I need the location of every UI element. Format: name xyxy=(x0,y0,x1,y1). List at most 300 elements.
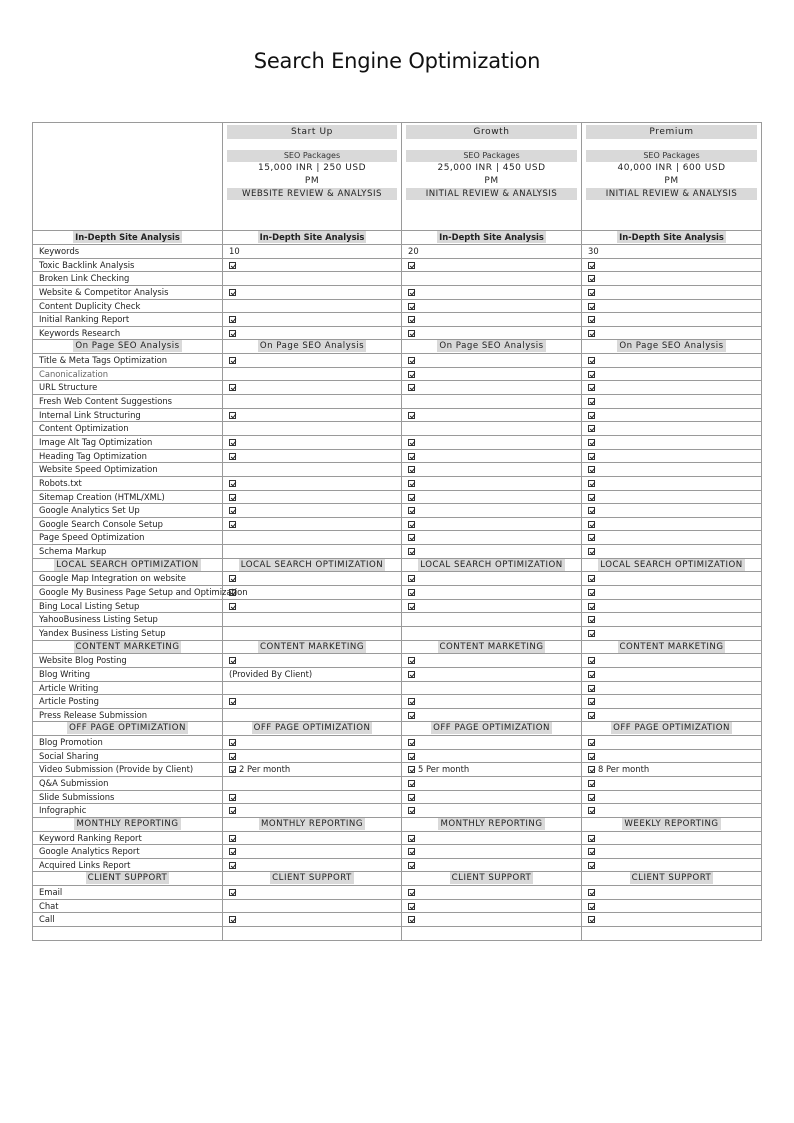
section-label: LOCAL SEARCH OPTIMIZATION xyxy=(600,559,743,570)
section-header-cell xyxy=(402,817,582,831)
feature-name: Content Duplicity Check xyxy=(33,299,223,313)
checkbox-checked-icon xyxy=(229,330,236,337)
section-label: On Page SEO Analysis xyxy=(259,341,365,352)
plan-value-cell xyxy=(402,299,582,313)
plan-value-cell xyxy=(402,654,582,668)
section-header-cell xyxy=(582,340,762,354)
plan-value-cell xyxy=(223,285,402,299)
plan-startup xyxy=(223,123,402,231)
table-row xyxy=(33,504,762,518)
plan-value-cell xyxy=(582,463,762,477)
section-label: CONTENT MARKETING xyxy=(260,641,364,652)
feature-name: Heading Tag Optimization xyxy=(33,449,223,463)
checkbox-checked-icon xyxy=(229,862,236,869)
checkbox-checked-icon xyxy=(229,507,236,514)
plan-value-cell xyxy=(402,749,582,763)
checkbox-checked-icon xyxy=(229,384,236,391)
table-row xyxy=(33,776,762,790)
feature-name: Slide Submissions xyxy=(33,790,223,804)
table-row xyxy=(33,654,762,668)
table-row xyxy=(33,804,762,818)
plan-value-cell xyxy=(223,858,402,872)
checkbox-checked-icon xyxy=(408,453,415,460)
section-label: On Page SEO Analysis xyxy=(439,341,544,352)
table-row xyxy=(33,408,762,422)
plan-value-cell xyxy=(582,736,762,750)
checkbox-checked-icon xyxy=(229,412,236,419)
checkbox-checked-icon xyxy=(408,371,415,378)
feature-name: Keywords xyxy=(33,245,223,259)
checkbox-checked-icon xyxy=(229,316,236,323)
plan-value-cell xyxy=(582,613,762,627)
feature-name: Google Analytics Report xyxy=(33,845,223,859)
feature-name: Press Release Submission xyxy=(33,708,223,722)
plan-price: 25,000 INR | 450 USD xyxy=(437,163,546,173)
section-label: OFF PAGE OPTIMIZATION xyxy=(613,723,730,734)
checkbox-checked-icon xyxy=(588,685,595,692)
feature-name: Blog Promotion xyxy=(33,736,223,750)
table-row xyxy=(33,272,762,286)
plan-value-cell xyxy=(223,654,402,668)
table-row xyxy=(33,463,762,477)
plan-header-row xyxy=(33,123,762,231)
checkbox-checked-icon xyxy=(229,739,236,746)
plan-value-cell xyxy=(402,899,582,913)
plan-value-cell xyxy=(223,245,402,259)
plan-value-cell xyxy=(223,845,402,859)
plan-value-cell xyxy=(402,586,582,600)
checkbox-checked-icon xyxy=(588,330,595,337)
plan-value-cell xyxy=(223,763,402,777)
plan-value-cell xyxy=(582,776,762,790)
plan-value-cell xyxy=(223,681,402,695)
table-row xyxy=(33,395,762,409)
plan-value-cell xyxy=(582,899,762,913)
feature-name: Google Analytics Set Up xyxy=(33,504,223,518)
plan-value-cell xyxy=(223,381,402,395)
table-row xyxy=(33,490,762,504)
plan-value-cell xyxy=(223,831,402,845)
table-row xyxy=(33,695,762,709)
checkbox-checked-icon xyxy=(588,916,595,923)
plan-value-cell xyxy=(402,449,582,463)
checkbox-checked-icon xyxy=(408,548,415,555)
plan-value-cell xyxy=(582,381,762,395)
checkbox-checked-icon xyxy=(408,589,415,596)
table-row xyxy=(33,258,762,272)
value-note: 2 Per month xyxy=(239,764,291,775)
section-label: CONTENT MARKETING xyxy=(619,641,724,652)
table-row xyxy=(33,736,762,750)
checkbox-checked-icon xyxy=(408,262,415,269)
section-label: MONTHLY REPORTING xyxy=(260,818,363,829)
plan-value-cell xyxy=(402,313,582,327)
feature-name: Chat xyxy=(33,899,223,913)
plan-value-cell xyxy=(582,504,762,518)
plan-value-cell xyxy=(582,354,762,368)
feature-name: Google Map Integration on website xyxy=(33,572,223,586)
checkbox-checked-icon xyxy=(588,303,595,310)
checkbox-checked-icon xyxy=(408,289,415,296)
plan-value-cell xyxy=(582,749,762,763)
checkbox-checked-icon xyxy=(229,521,236,528)
plan-review: WEBSITE REVIEW & ANALYSIS xyxy=(227,188,397,200)
feature-name: Robots.txt xyxy=(33,476,223,490)
plan-value-cell xyxy=(582,545,762,559)
feature-name: Canonicalization xyxy=(33,367,223,381)
checkbox-checked-icon xyxy=(408,521,415,528)
table-row xyxy=(33,476,762,490)
plan-value-cell xyxy=(223,586,402,600)
checkbox-checked-icon xyxy=(408,480,415,487)
value-text: (Provided By Client) xyxy=(229,668,313,679)
plan-value-cell xyxy=(402,790,582,804)
table-row xyxy=(33,790,762,804)
plan-value-cell xyxy=(402,599,582,613)
value-text: 30 xyxy=(588,246,599,256)
table-row xyxy=(33,599,762,613)
feature-name: Website & Competitor Analysis xyxy=(33,285,223,299)
feature-name: Content Optimization xyxy=(33,422,223,436)
plan-value-cell xyxy=(582,654,762,668)
checkbox-checked-icon xyxy=(408,657,415,664)
checkbox-checked-icon xyxy=(229,357,236,364)
plan-value-cell xyxy=(582,435,762,449)
plan-value-cell xyxy=(223,572,402,586)
checkbox-checked-icon xyxy=(229,575,236,582)
plan-value-cell xyxy=(582,490,762,504)
plan-value-cell xyxy=(223,599,402,613)
plan-value-cell xyxy=(402,708,582,722)
checkbox-checked-icon xyxy=(229,494,236,501)
plan-name: Premium xyxy=(586,125,757,139)
plan-value-cell xyxy=(223,613,402,627)
section-label: LOCAL SEARCH OPTIMIZATION xyxy=(56,559,199,570)
feature-name: Social Sharing xyxy=(33,749,223,763)
checkbox-checked-icon xyxy=(229,439,236,446)
plan-value-cell xyxy=(582,258,762,272)
plan-value-cell xyxy=(402,476,582,490)
plan-value-cell xyxy=(402,408,582,422)
plan-value-cell xyxy=(582,326,762,340)
value-text: 10 xyxy=(229,246,240,256)
checkbox-checked-icon xyxy=(229,794,236,801)
feature-name: Keywords Research xyxy=(33,326,223,340)
checkbox-checked-icon xyxy=(588,848,595,855)
plan-value-cell xyxy=(223,422,402,436)
plan-value-cell xyxy=(582,858,762,872)
checkbox-checked-icon xyxy=(588,480,595,487)
section-header-row xyxy=(33,640,762,654)
plan-name: Start Up xyxy=(227,125,397,139)
section-header-cell xyxy=(402,722,582,736)
feature-name: Title & Meta Tags Optimization xyxy=(33,354,223,368)
plan-value-cell xyxy=(223,313,402,327)
plan-value-cell xyxy=(402,435,582,449)
plan-value-cell xyxy=(582,367,762,381)
section-label: On Page SEO Analysis xyxy=(619,341,724,352)
section-header-cell xyxy=(582,722,762,736)
checkbox-checked-icon xyxy=(408,794,415,801)
feature-name: Page Speed Optimization xyxy=(33,531,223,545)
checkbox-checked-icon xyxy=(408,712,415,719)
section-header-cell xyxy=(402,231,582,245)
feature-name: Article Writing xyxy=(33,681,223,695)
plan-value-cell xyxy=(582,927,762,941)
checkbox-checked-icon xyxy=(588,575,595,582)
feature-name: Q&A Submission xyxy=(33,776,223,790)
checkbox-checked-icon xyxy=(588,739,595,746)
checkbox-checked-icon xyxy=(408,835,415,842)
checkbox-checked-icon xyxy=(588,794,595,801)
section-label: In-Depth Site Analysis xyxy=(439,232,544,242)
feature-name: Toxic Backlink Analysis xyxy=(33,258,223,272)
plan-value-cell xyxy=(223,367,402,381)
checkbox-checked-icon xyxy=(408,848,415,855)
table-row xyxy=(33,899,762,913)
feature-name: Keyword Ranking Report xyxy=(33,831,223,845)
plan-value-cell xyxy=(223,517,402,531)
plan-value-cell xyxy=(402,763,582,777)
checkbox-checked-icon xyxy=(588,494,595,501)
plan-value-cell xyxy=(402,913,582,927)
feature-name: Blog Writing xyxy=(33,667,223,681)
checkbox-checked-icon xyxy=(408,889,415,896)
checkbox-checked-icon xyxy=(588,425,595,432)
plan-value-cell xyxy=(582,245,762,259)
checkbox-checked-icon xyxy=(588,712,595,719)
plan-price: 15,000 INR | 250 USD xyxy=(257,163,366,173)
checkbox-checked-icon xyxy=(229,753,236,760)
plan-value-cell xyxy=(582,422,762,436)
plan-value-cell xyxy=(223,626,402,640)
feature-name: Google Search Console Setup xyxy=(33,517,223,531)
checkbox-checked-icon xyxy=(588,835,595,842)
table-row xyxy=(33,285,762,299)
plan-value-cell xyxy=(402,927,582,941)
plan-value-cell xyxy=(223,504,402,518)
table-row xyxy=(33,313,762,327)
plan-value-cell xyxy=(402,736,582,750)
table-row xyxy=(33,381,762,395)
section-label: OFF PAGE OPTIMIZATION xyxy=(253,723,371,734)
feature-name: Acquired Links Report xyxy=(33,858,223,872)
plan-value-cell xyxy=(223,395,402,409)
section-label: LOCAL SEARCH OPTIMIZATION xyxy=(420,559,563,570)
plan-growth xyxy=(402,123,582,231)
plan-value-cell xyxy=(582,913,762,927)
plan-value-cell xyxy=(402,886,582,900)
section-header-cell xyxy=(582,817,762,831)
feature-name: Infographic xyxy=(33,804,223,818)
plan-price-period: PM xyxy=(484,176,499,186)
table-row xyxy=(33,354,762,368)
plan-value-cell xyxy=(402,572,582,586)
plan-value-cell xyxy=(223,736,402,750)
plan-value-cell xyxy=(223,258,402,272)
table-row xyxy=(33,749,762,763)
feature-name: Schema Markup xyxy=(33,545,223,559)
plan-value-cell xyxy=(402,531,582,545)
checkbox-checked-icon xyxy=(588,357,595,364)
plan-value-cell xyxy=(223,354,402,368)
section-label: CONTENT MARKETING xyxy=(75,641,180,652)
section-header-cell xyxy=(223,872,402,886)
checkbox-checked-icon xyxy=(588,371,595,378)
plan-value-cell xyxy=(402,381,582,395)
plan-value-cell xyxy=(223,927,402,941)
plan-value-cell xyxy=(582,572,762,586)
section-header-row xyxy=(33,558,762,572)
plan-value-cell xyxy=(223,899,402,913)
plan-value-cell xyxy=(223,886,402,900)
section-label: In-Depth Site Analysis xyxy=(259,232,365,242)
plan-value-cell xyxy=(223,913,402,927)
plan-value-cell xyxy=(582,831,762,845)
plan-value-cell xyxy=(223,708,402,722)
plan-value-cell xyxy=(582,695,762,709)
feature-name: Internal Link Structuring xyxy=(33,408,223,422)
plan-value-cell xyxy=(402,613,582,627)
checkbox-checked-icon xyxy=(229,835,236,842)
section-label: On Page SEO Analysis xyxy=(75,341,180,352)
section-header-row xyxy=(33,340,762,354)
table-row xyxy=(33,886,762,900)
table-row xyxy=(33,299,762,313)
checkbox-checked-icon xyxy=(588,616,595,623)
feature-name: Initial Ranking Report xyxy=(33,313,223,327)
plan-value-cell xyxy=(223,667,402,681)
pricing-table xyxy=(32,122,762,941)
checkbox-checked-icon xyxy=(588,903,595,910)
checkbox-checked-icon xyxy=(408,916,415,923)
checkbox-checked-icon xyxy=(408,412,415,419)
section-header-cell xyxy=(582,231,762,245)
plan-subtitle: SEO Packages xyxy=(227,150,397,162)
checkbox-checked-icon xyxy=(588,807,595,814)
checkbox-checked-icon xyxy=(408,766,415,773)
checkbox-checked-icon xyxy=(588,384,595,391)
plan-value-cell xyxy=(402,326,582,340)
plan-value-cell xyxy=(402,367,582,381)
table-row xyxy=(33,449,762,463)
checkbox-checked-icon xyxy=(408,507,415,514)
plan-value-cell xyxy=(402,285,582,299)
checkbox-checked-icon xyxy=(229,848,236,855)
checkbox-checked-icon xyxy=(588,534,595,541)
checkbox-checked-icon xyxy=(408,316,415,323)
checkbox-checked-icon xyxy=(408,603,415,610)
plan-value-cell xyxy=(582,886,762,900)
plan-value-cell xyxy=(402,804,582,818)
plan-value-cell xyxy=(582,626,762,640)
plan-value-cell xyxy=(402,504,582,518)
checkbox-checked-icon xyxy=(588,521,595,528)
plan-value-cell xyxy=(582,763,762,777)
section-header-cell xyxy=(582,872,762,886)
plan-value-cell xyxy=(402,831,582,845)
plan-value-cell xyxy=(402,245,582,259)
section-header-row xyxy=(33,872,762,886)
plan-value-cell xyxy=(223,545,402,559)
feature-name: Website Speed Optimization xyxy=(33,463,223,477)
checkbox-checked-icon xyxy=(588,316,595,323)
section-header-cell xyxy=(223,817,402,831)
plan-value-cell xyxy=(223,476,402,490)
checkbox-checked-icon xyxy=(588,766,595,773)
checkbox-checked-icon xyxy=(588,862,595,869)
feature-name: Sitemap Creation (HTML/XML) xyxy=(33,490,223,504)
plan-value-cell xyxy=(402,858,582,872)
checkbox-checked-icon xyxy=(229,589,236,596)
checkbox-checked-icon xyxy=(588,289,595,296)
feature-name: Call xyxy=(33,913,223,927)
plan-value-cell xyxy=(223,435,402,449)
checkbox-checked-icon xyxy=(229,698,236,705)
section-header-cell xyxy=(33,340,223,354)
plan-name: Growth xyxy=(406,125,577,139)
section-header-cell xyxy=(223,340,402,354)
table-row xyxy=(33,845,762,859)
section-header-cell xyxy=(402,640,582,654)
plan-value-cell xyxy=(582,599,762,613)
plan-value-cell xyxy=(582,395,762,409)
section-label: OFF PAGE OPTIMIZATION xyxy=(433,723,550,734)
section-label: LOCAL SEARCH OPTIMIZATION xyxy=(240,559,384,570)
checkbox-checked-icon xyxy=(588,466,595,473)
section-label: MONTHLY REPORTING xyxy=(440,818,543,829)
feature-name: URL Structure xyxy=(33,381,223,395)
page-title: Search Engine Optimization xyxy=(253,49,541,73)
feature-name xyxy=(33,927,223,941)
plan-subtitle: SEO Packages xyxy=(586,150,757,162)
checkbox-checked-icon xyxy=(229,262,236,269)
section-header-cell xyxy=(402,558,582,572)
section-header-row xyxy=(33,817,762,831)
plan-price: 40,000 INR | 600 USD xyxy=(617,163,726,173)
checkbox-checked-icon xyxy=(588,603,595,610)
table-row xyxy=(33,858,762,872)
plan-value-cell xyxy=(402,395,582,409)
table-row xyxy=(33,572,762,586)
plan-value-cell xyxy=(582,476,762,490)
feature-name: Article Posting xyxy=(33,695,223,709)
checkbox-checked-icon xyxy=(408,466,415,473)
feature-name: YahooBusiness Listing Setup xyxy=(33,613,223,627)
section-label: In-Depth Site Analysis xyxy=(75,232,180,242)
plan-value-cell xyxy=(582,272,762,286)
table-row xyxy=(33,545,762,559)
plan-value-cell xyxy=(582,285,762,299)
plan-price-period: PM xyxy=(664,176,679,186)
plan-value-cell xyxy=(223,490,402,504)
table-row xyxy=(33,927,762,941)
checkbox-checked-icon xyxy=(408,575,415,582)
table-row xyxy=(33,613,762,627)
plan-subtitle: SEO Packages xyxy=(406,150,577,162)
table-row xyxy=(33,326,762,340)
plan-value-cell xyxy=(582,708,762,722)
checkbox-checked-icon xyxy=(408,384,415,391)
checkbox-checked-icon xyxy=(408,807,415,814)
table-row xyxy=(33,626,762,640)
checkbox-checked-icon xyxy=(408,739,415,746)
plan-value-cell xyxy=(402,626,582,640)
checkbox-checked-icon xyxy=(588,398,595,405)
section-header-cell xyxy=(223,558,402,572)
table-row xyxy=(33,517,762,531)
checkbox-checked-icon xyxy=(229,657,236,664)
